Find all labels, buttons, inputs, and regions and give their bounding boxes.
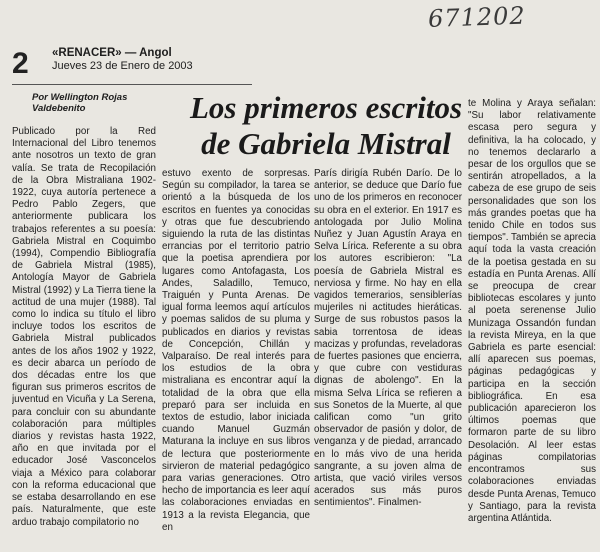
publication-name: «RENACER» — Angol bbox=[52, 47, 172, 59]
masthead bbox=[52, 47, 193, 73]
article-column-2 bbox=[162, 168, 310, 552]
publication-date: Jueves 23 de Enero de 2003 bbox=[52, 60, 193, 72]
article-column-1 bbox=[12, 126, 156, 552]
header-rule bbox=[12, 84, 252, 85]
column-4-text: te Molina y Araya señalan: "Su labor relativamente escasa pero segura y definitiva, la ha colocado, y no tenemos declararlo a pesar de los orgullos que se sentirán atropellados, a la cabeza de ese grupo de seis personalidades que son los más grandes poetas que ha tenido Chile en todos sus tiempos". También se aprecia aquí toda la vasta creación de la poetisa gestada en su estadía en Punta Arenas. Allí se preocupa de crear bibliotecas escolares y junto al poeta serenense Julio Munizaga Ossandón fundan la revista Mireya, en la que Gabriela es parte esencial: allí aparecen sus poemas, páginas pedagógicas y participa en la sección bibliográfica. En esa publicación aparecieron los últimos poemas que formaron parte de su libro Desolación. Al leer estas páginas compilatorias encontramos sus colaboraciones enviadas desde Punta Arenas, Temuco y Santiago, para la revista argentina Atlántida. bbox=[468, 98, 596, 524]
article-column-3 bbox=[314, 168, 462, 552]
handwritten-number: 671202 bbox=[427, 1, 527, 33]
byline: Por Wellington Rojas Valdebenito bbox=[32, 92, 128, 114]
column-1-text: Publicado por la Red Internacional del Libro tenemos ante nosotros un texto de gran valía. Se trata de Recopilación de la Obra Mistraliana 1902-1922, cuya autoría pertenece a Pedro Pablo Zegers, que anteriormente publicara los trabajos referentes a su poesía: Gabriela Mistral en Coquimbo (1994), Compendio Bibliografía de Gabriela Mistral (1985), Antología Mayor de Gabriela Mistral (1992) y La Tierra tiene la actitud de una mujer (1988). Tal como lo indica su título el libro incluye todos los escritos de Gabriela Mistral publicados antes de los años 1902 y 1922, es decir abarca un período de dos décadas entre los que figuran sus primeros escritos de juventud en Vicuña y La Serena, para concluir con su abundante colaboración para múltiples diarios y revistas hasta 1922, año en que invitada por el educador José Vasconcelos viaja a México para colaborar con la reforma educacional que se estaba desarrollando en ese país. Naturalmente, que este arduo trabajo compilatorio no bbox=[12, 126, 156, 528]
column-3-text: París dirigía Rubén Darío. De lo anterior, se deduce que Darío fue uno de los primeros en reconocer su obra en el exterior. En 1917 es antologada por Julio Molina Nuñez y Juan Agustín Araya en Selva Lírica. Referente a su obra los autores escribieron: "La poesía de Gabriela Mistral es nerviosa y firme. No hay en ella vagidos temerarios, sensiblerías mujeriles ni actitudes hieráticas. Surge de sus robustos pasos la sabia torrentosa de ideas macizas y profundas, reveladoras de fuertes pasiones que encierra, y que cubre con vestiduras dignas de abolengo". En la misma Selva Lírica se refieren a sus Sonetos de la Muerte, al que califican como "un grito observador de pasión y dolor, de venganza y de piedad, arrancado en lo más vivo de una herida sangrante, a su joven alma de artista, que vació viriles versos acerados sus más puros sentimientos". Finalmen- bbox=[314, 168, 462, 509]
article-column-4 bbox=[468, 98, 596, 552]
column-2-text: estuvo exento de sorpresas. Según su compilador, la tarea se orientó a la búsqueda de los escritos en fuentes ya conocidas y otras que fue descubriendo siguiendo la ruta de las distintas errancias por el territorio patrio que la poetisa aprendiera por lugares como Antofagasta, Los Andes, Saladillo, Temuco, Traiguén y Punta Arenas. De igual forma leemos aquí artículos y poemas salidos de su pluma y publicados en diarios y revistas de Concepción, Chillán y Valparaíso. De real interés para los estudios de la obra mistraliana es encontrar aquí la totalidad de la obra que ella preparó para ser incluida en textos de estudio, labor iniciada cuando Manuel Guzmán Maturana la incluye en sus libros de lectura que posteriormente sirvieron de material pedagógico para varias generaciones. Otro hecho de importancia es leer aquí las colaboraciones enviadas en 1913 a la revista Elegancia, que en bbox=[162, 168, 310, 533]
page-number: 2 bbox=[12, 47, 29, 80]
article-title: Los primeros escritos de Gabriela Mistral bbox=[189, 90, 463, 161]
